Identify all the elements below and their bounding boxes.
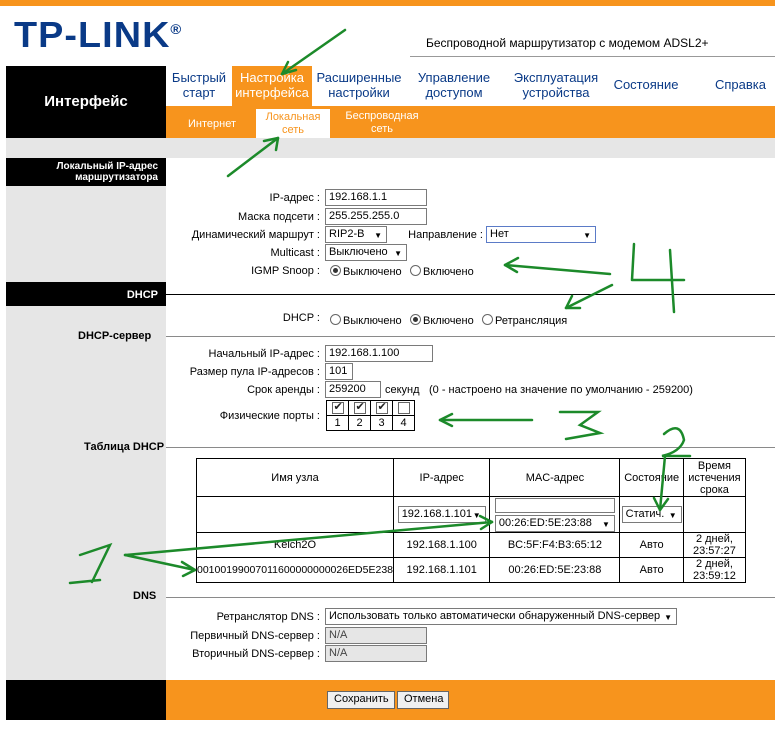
arrow-to-igmp bbox=[505, 265, 610, 274]
port-2-number: 2 bbox=[349, 416, 371, 431]
footer-bar bbox=[166, 680, 775, 720]
tp-link-logo: TP-LINK® bbox=[14, 14, 183, 55]
annotation-3-label bbox=[575, 429, 576, 431]
header-mac: MAC-адрес bbox=[490, 459, 620, 497]
nav-interface-setup[interactable]: Настройка интерфейса bbox=[232, 66, 312, 106]
header-ip: IP-адрес bbox=[394, 459, 490, 497]
dhcp-divider bbox=[166, 294, 775, 295]
primary-dns-label: Первичный DNS-сервер : bbox=[190, 630, 320, 642]
sidebar-footer bbox=[6, 680, 166, 720]
row-2-expire: 2 дней, 23:59:12 bbox=[683, 558, 745, 583]
port-2-cell bbox=[349, 401, 371, 416]
header-host: Имя узла bbox=[197, 459, 394, 497]
secondary-dns-label: Вторичный DNS-сервер : bbox=[192, 648, 320, 660]
igmp-off-radio[interactable] bbox=[330, 265, 341, 276]
route-label: Динамический маршрут : bbox=[191, 229, 320, 241]
edit-expire-cell bbox=[683, 497, 745, 533]
port-1-cell bbox=[327, 401, 349, 416]
subnav-wireless[interactable]: Беспроводная сеть bbox=[345, 110, 419, 135]
dhcp-relay-option[interactable]: Ретрансляция bbox=[482, 314, 567, 327]
dhcp-off-radio[interactable] bbox=[330, 314, 341, 325]
row-2-mac: 00:26:ED:5E:23:88 bbox=[490, 558, 620, 583]
nav-quick-start[interactable]: Быстрый старт bbox=[171, 70, 227, 100]
start-ip-label: Начальный IP-адрес : bbox=[208, 348, 320, 360]
dhcp-on-radio[interactable] bbox=[410, 314, 421, 325]
dhcp-section-header: DHCP bbox=[6, 282, 166, 306]
edit-mac-select[interactable]: 00:26:ED:5E:23:88 ▼ bbox=[495, 515, 615, 532]
dhcp-table-divider bbox=[166, 447, 775, 448]
primary-dns-input[interactable]: N/A bbox=[325, 627, 427, 644]
model-title: Беспроводной маршрутизатор с модемом ADSL2+ bbox=[426, 36, 709, 50]
nav-help[interactable]: Справка bbox=[715, 77, 766, 92]
dhcp-relay-radio[interactable] bbox=[482, 314, 493, 325]
port-1-checkbox[interactable] bbox=[332, 402, 344, 414]
edit-mac-cell bbox=[490, 497, 620, 533]
row-1-state: Авто bbox=[620, 533, 683, 558]
numeral-3-strokes bbox=[560, 412, 600, 439]
row-1-expire: 2 дней, 23:57:27 bbox=[683, 533, 745, 558]
header-expire: Время истечения срока bbox=[683, 459, 745, 497]
dns-title: DNS bbox=[133, 590, 157, 602]
mask-input[interactable]: 255.255.255.0 bbox=[325, 208, 427, 225]
table-edit-row bbox=[197, 497, 746, 533]
row-1-mac: BC:5F:F4:B3:65:12 bbox=[490, 533, 620, 558]
nav-access-management[interactable]: Управление доступом bbox=[417, 70, 491, 100]
header-divider bbox=[410, 56, 775, 57]
mask-label: Маска подсети : bbox=[238, 211, 320, 223]
port-3-checkbox[interactable] bbox=[376, 402, 388, 414]
port-4-number: 4 bbox=[393, 416, 415, 431]
table-row bbox=[197, 533, 746, 558]
row-1-ip: 192.168.1.100 bbox=[394, 533, 490, 558]
igmp-on-radio[interactable] bbox=[410, 265, 421, 276]
port-4-cell bbox=[393, 401, 415, 416]
multicast-label: Multicast : bbox=[270, 247, 320, 259]
dhcp-label: DHCP : bbox=[282, 312, 320, 324]
edit-state-cell bbox=[620, 497, 683, 533]
dns-divider bbox=[166, 597, 775, 598]
ports-label: Физические порты : bbox=[219, 410, 320, 422]
row-1-host: Kelch2O bbox=[197, 533, 394, 558]
subnav-internet[interactable]: Интернет bbox=[188, 118, 236, 130]
row-2-ip: 192.168.1.101 bbox=[394, 558, 490, 583]
route-select[interactable]: RIP2-B ▼ bbox=[325, 226, 387, 243]
igmp-off-option[interactable]: Выключено bbox=[330, 265, 402, 278]
table-row bbox=[197, 558, 746, 583]
nav-maintenance[interactable]: Эксплуатация устройства bbox=[513, 70, 599, 100]
lan-section-header: Локальный IP-адрес маршрутизатора bbox=[6, 158, 166, 186]
port-3-number: 3 bbox=[371, 416, 393, 431]
dhcp-off-option[interactable]: Выключено bbox=[330, 314, 402, 327]
lease-unit: секунд bbox=[385, 384, 420, 396]
lease-note: (0 - настроено на значение по умолчанию - 259200) bbox=[429, 384, 693, 396]
edit-ip-select[interactable]: 192.168.1.101 ▼ bbox=[398, 506, 486, 523]
dns-relay-label: Ретранслятор DNS : bbox=[216, 611, 320, 623]
dhcp-clients-table bbox=[196, 458, 746, 583]
row-2-state: Авто bbox=[620, 558, 683, 583]
edit-state-select[interactable]: Статич. ▼ bbox=[622, 506, 682, 523]
multicast-select[interactable]: Выключено ▼ bbox=[325, 244, 407, 261]
port-1-number: 1 bbox=[327, 416, 349, 431]
secondary-dns-input[interactable]: N/A bbox=[325, 645, 427, 662]
lease-label: Срок аренды : bbox=[247, 384, 320, 396]
direction-label: Направление : bbox=[408, 229, 483, 241]
port-3-cell bbox=[371, 401, 393, 416]
nav-advanced[interactable]: Расширенные настройки bbox=[316, 70, 402, 100]
dhcp-on-option[interactable]: Включено bbox=[410, 314, 474, 327]
content-top-band bbox=[166, 138, 775, 158]
nav-status[interactable]: Состояние bbox=[613, 77, 679, 92]
subnav-lan[interactable]: Локальная сеть bbox=[256, 108, 330, 138]
dhcp-table-title: Таблица DHCP bbox=[84, 441, 165, 453]
numeral-2-strokes bbox=[662, 428, 690, 456]
ip-input[interactable]: 192.168.1.1 bbox=[325, 189, 427, 206]
dhcp-server-divider bbox=[166, 336, 775, 337]
port-4-checkbox[interactable] bbox=[398, 402, 410, 414]
start-ip-input[interactable]: 192.168.1.100 bbox=[325, 345, 433, 362]
dhcp-server-title: DHCP-сервер bbox=[78, 330, 152, 342]
top-orange-bar bbox=[0, 0, 775, 6]
cancel-button[interactable]: Отмена bbox=[397, 691, 449, 709]
direction-select[interactable]: Нет ▼ bbox=[486, 226, 596, 243]
pool-input[interactable]: 101 bbox=[325, 363, 353, 380]
edit-mac-input[interactable] bbox=[495, 498, 615, 513]
sidebar-section-title: Интерфейс bbox=[6, 66, 166, 138]
save-button[interactable]: Сохранить bbox=[327, 691, 395, 709]
ports-table bbox=[326, 400, 415, 431]
row-2-host: 00100199007011600000000026ED5E238 bbox=[197, 558, 394, 583]
igmp-label: IGMP Snoop : bbox=[251, 265, 320, 277]
dns-relay-select[interactable]: Использовать только автоматически обнаруженный DNS-сервер ▼ bbox=[325, 608, 677, 625]
igmp-on-option[interactable]: Включено bbox=[410, 265, 474, 278]
edit-ip-cell bbox=[394, 497, 490, 533]
port-2-checkbox[interactable] bbox=[354, 402, 366, 414]
lease-input[interactable]: 259200 bbox=[325, 381, 381, 398]
edit-host-cell bbox=[197, 497, 394, 533]
ip-label: IP-адрес : bbox=[269, 192, 320, 204]
header-state: Состояние bbox=[620, 459, 683, 497]
pool-label: Размер пула IP-адресов : bbox=[189, 366, 320, 378]
